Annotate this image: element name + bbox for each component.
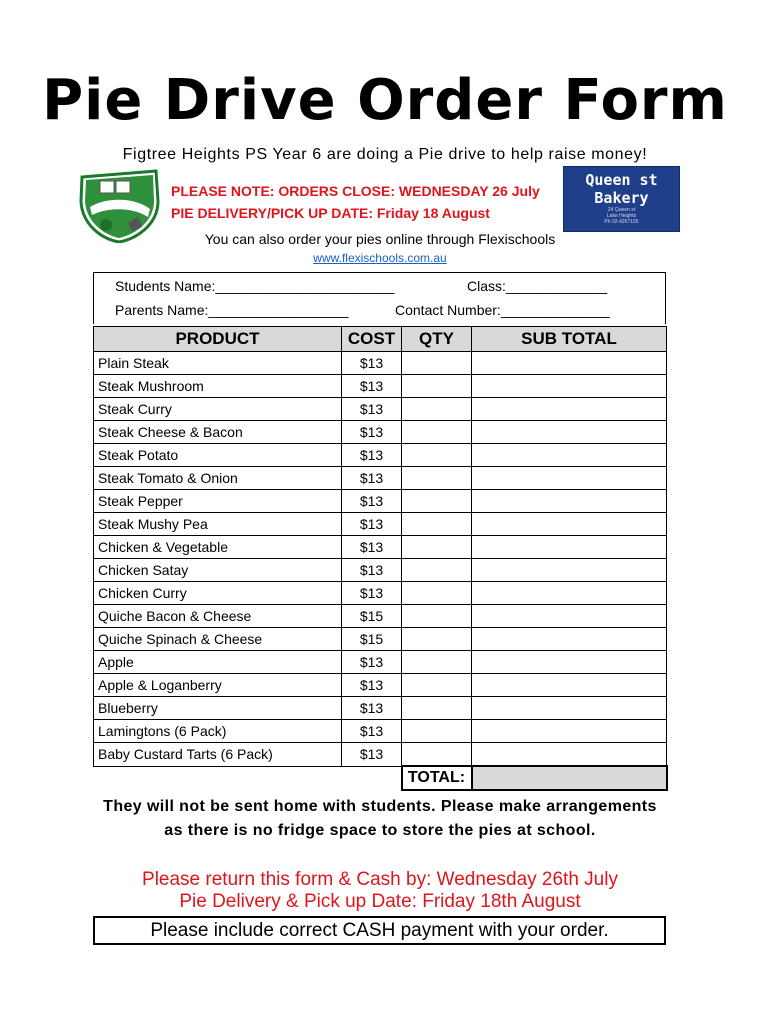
table-header-row [94, 327, 667, 352]
orders-close-note: PLEASE NOTE: ORDERS CLOSE: WEDNESDAY 26 July [171, 183, 540, 199]
table-row [94, 352, 667, 375]
product-cell: Baby Custard Tarts (6 Pack) [94, 743, 342, 767]
qty-input-cell[interactable] [402, 743, 472, 767]
delivery-date-note: PIE DELIVERY/PICK UP DATE: Friday 18 August [171, 205, 490, 221]
subtotal-input-cell[interactable] [472, 421, 667, 444]
subtotal-input-cell[interactable] [472, 352, 667, 375]
subtotal-input-cell[interactable] [472, 513, 667, 536]
bakery-logo-small3: Ph 02-4267155 [604, 219, 639, 225]
table-row [94, 697, 667, 720]
cost-cell: $15 [342, 628, 402, 651]
subtotal-input-cell[interactable] [472, 697, 667, 720]
total-label: TOTAL: [402, 766, 472, 790]
subtotal-input-cell[interactable] [472, 743, 667, 767]
qty-input-cell[interactable] [402, 467, 472, 490]
product-cell: Plain Steak [94, 352, 342, 375]
qty-input-cell[interactable] [402, 398, 472, 421]
product-cell: Lamingtons (6 Pack) [94, 720, 342, 743]
table-row [94, 375, 667, 398]
header-qty: QTY [402, 327, 472, 352]
table-row [94, 444, 667, 467]
table-row [94, 559, 667, 582]
product-cell: Steak Curry [94, 398, 342, 421]
product-cell: Apple [94, 651, 342, 674]
subtotal-input-cell[interactable] [472, 375, 667, 398]
cost-cell: $13 [342, 743, 402, 767]
cost-cell: $13 [342, 513, 402, 536]
cost-cell: $13 [342, 582, 402, 605]
flexischools-link[interactable]: www.flexischools.com.au [313, 251, 447, 265]
product-cell: Chicken Curry [94, 582, 342, 605]
bakery-logo [563, 166, 680, 232]
product-cell: Steak Mushy Pea [94, 513, 342, 536]
table-row [94, 467, 667, 490]
qty-input-cell[interactable] [402, 421, 472, 444]
cost-cell: $13 [342, 720, 402, 743]
cost-cell: $13 [342, 421, 402, 444]
table-row [94, 490, 667, 513]
product-cell: Blueberry [94, 697, 342, 720]
subtotal-input-cell[interactable] [472, 582, 667, 605]
product-cell: Chicken Satay [94, 559, 342, 582]
subtotal-input-cell[interactable] [472, 490, 667, 513]
qty-input-cell[interactable] [402, 490, 472, 513]
pickup-date-note: Pie Delivery & Pick up Date: Friday 18th August [179, 891, 581, 912]
product-cell: Chicken & Vegetable [94, 536, 342, 559]
bakery-logo-small2: Lake Heights [606, 213, 637, 219]
pickup-warning: They will not be sent home with students. Please make arrangements as there is no fridge space to store the pies at school. [103, 798, 657, 839]
cost-cell: $13 [342, 398, 402, 421]
subtotal-input-cell[interactable] [472, 720, 667, 743]
table-row [94, 513, 667, 536]
subtotal-input-cell[interactable] [472, 628, 667, 651]
subtotal-input-cell[interactable] [472, 398, 667, 421]
contact-number-field[interactable]: Contact Number:______________ [395, 302, 610, 318]
bakery-logo-small1: 24 Queen st [607, 207, 636, 213]
table-row [94, 605, 667, 628]
cost-cell: $13 [342, 559, 402, 582]
table-row [94, 628, 667, 651]
qty-input-cell[interactable] [402, 536, 472, 559]
cost-cell: $13 [342, 467, 402, 490]
subtotal-input-cell[interactable] [472, 559, 667, 582]
table-row [94, 582, 667, 605]
class-field[interactable]: Class:_____________ [467, 278, 608, 294]
subtotal-input-cell[interactable] [472, 467, 667, 490]
table-row [94, 720, 667, 743]
table-row [94, 421, 667, 444]
table-row [94, 398, 667, 421]
product-cell: Steak Mushroom [94, 375, 342, 398]
table-row [94, 674, 667, 697]
header-subtotal: SUB TOTAL [472, 327, 667, 352]
subtotal-input-cell[interactable] [472, 444, 667, 467]
cost-cell: $13 [342, 375, 402, 398]
online-order-text: You can also order your pies online through Flexischools [204, 231, 556, 247]
header-cost: COST [342, 327, 402, 352]
cost-cell: $13 [342, 536, 402, 559]
bakery-logo-line1: Queen st [585, 171, 658, 189]
qty-input-cell[interactable] [402, 559, 472, 582]
table-row [94, 651, 667, 674]
cost-cell: $13 [342, 674, 402, 697]
qty-input-cell[interactable] [402, 628, 472, 651]
subtitle: Figtree Heights PS Year 6 are doing a Pie drive to help raise money! [122, 146, 648, 163]
cost-cell: $13 [342, 490, 402, 513]
product-cell: Steak Pepper [94, 490, 342, 513]
parent-name-field[interactable]: Parents Name:__________________ [115, 302, 349, 318]
subtotal-input-cell[interactable] [472, 605, 667, 628]
product-cell: Steak Cheese & Bacon [94, 421, 342, 444]
table-row [94, 743, 667, 767]
bakery-logo-line2: Bakery [594, 189, 649, 207]
qty-input-cell[interactable] [402, 720, 472, 743]
subtotal-input-cell[interactable] [472, 651, 667, 674]
qty-input-cell[interactable] [402, 674, 472, 697]
product-cell: Quiche Spinach & Cheese [94, 628, 342, 651]
student-name-field[interactable]: Students Name:_______________________ [115, 278, 395, 294]
cost-cell: $13 [342, 697, 402, 720]
total-value-cell[interactable] [472, 766, 667, 790]
product-cell: Apple & Loganberry [94, 674, 342, 697]
qty-input-cell[interactable] [402, 375, 472, 398]
cost-cell: $15 [342, 605, 402, 628]
cost-cell: $13 [342, 444, 402, 467]
total-row [94, 766, 667, 790]
subtotal-input-cell[interactable] [472, 674, 667, 697]
return-form-note: Please return this form & Cash by: Wednesday 26th July [142, 869, 618, 890]
qty-input-cell[interactable] [402, 513, 472, 536]
qty-input-cell[interactable] [402, 444, 472, 467]
product-cell: Steak Potato [94, 444, 342, 467]
order-table [93, 326, 668, 791]
qty-input-cell[interactable] [402, 352, 472, 375]
cost-cell: $13 [342, 651, 402, 674]
product-cell: Steak Tomato & Onion [94, 467, 342, 490]
table-row [94, 536, 667, 559]
qty-input-cell[interactable] [402, 582, 472, 605]
page-title: Pie Drive Order Form [42, 68, 728, 133]
qty-input-cell[interactable] [402, 605, 472, 628]
product-cell: Quiche Bacon & Cheese [94, 605, 342, 628]
qty-input-cell[interactable] [402, 651, 472, 674]
cash-payment-note: Please include correct CASH payment with your order. [93, 916, 666, 945]
cost-cell: $13 [342, 352, 402, 375]
subtotal-input-cell[interactable] [472, 536, 667, 559]
qty-input-cell[interactable] [402, 697, 472, 720]
header-product: PRODUCT [94, 327, 342, 352]
